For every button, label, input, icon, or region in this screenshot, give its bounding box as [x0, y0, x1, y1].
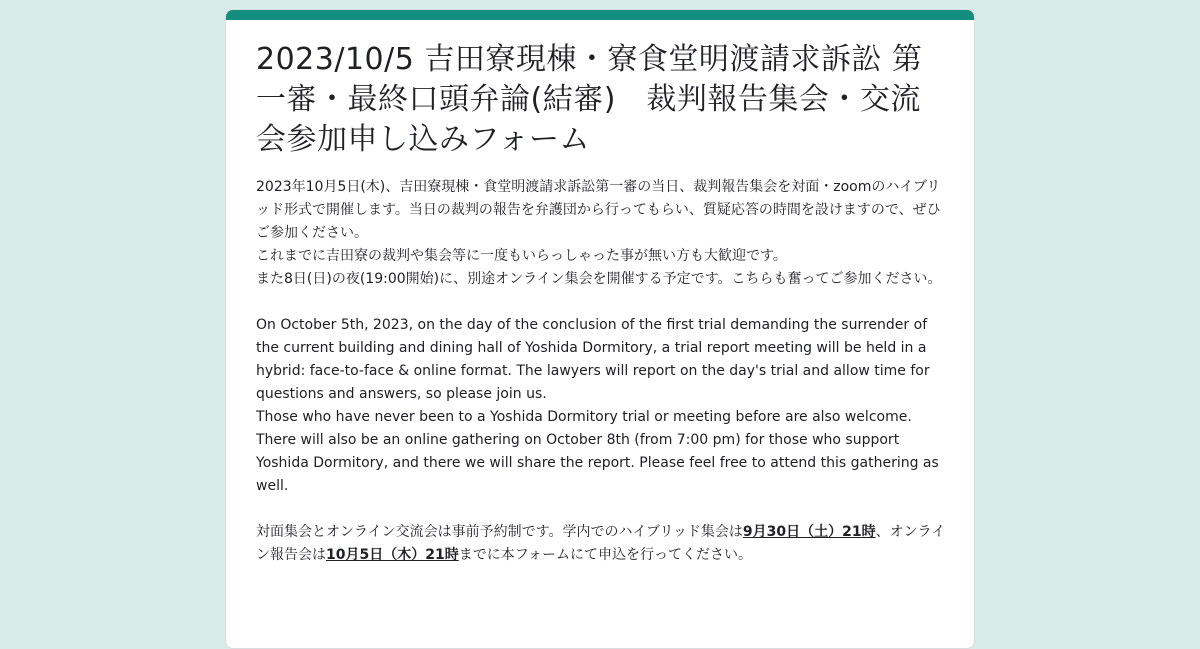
paragraph-spacer [256, 498, 946, 521]
card-body [256, 40, 946, 567]
online-deadline: 10月5日（木）21時 [326, 547, 459, 563]
registration-notice [256, 521, 946, 567]
description-en-paragraph-1: On October 5th, 2023, on the day of the conclusion of the first trial demanding the surrender of the current building and dining hall of Yoshida Dormitory, a trial report meeting will be held in a hybrid: face-to-face & online format. The lawyers will report on the day's trial and allow time for questions and answers, so please join us. [256, 317, 930, 402]
registration-prefix: 対面集会とオンライン交流会は事前予約制です。学内でのハイブリッド集会は [256, 524, 743, 540]
description-en-paragraph-3: There will also be an online gathering on October 8th (from 7:00 pm) for those who support Yoshida Dormitory, and there we will share the report. Please feel free to attend this gathering as well. [256, 432, 939, 494]
form-header-card [225, 9, 975, 649]
registration-suffix: までに本フォームにて申込を行ってください。 [458, 547, 753, 563]
onsite-deadline: 9月30日（土）21時 [742, 524, 876, 540]
description-en-paragraph-2: Those who have never been to a Yoshida Dormitory trial or meeting before are also welcome. [256, 409, 912, 425]
registration-middle: 、オンライン報告会は [256, 524, 946, 563]
card-accent-bar [226, 10, 974, 20]
description-jp-paragraph-1: 2023年10月5日(木)、吉田寮現棟・食堂明渡請求訴訟第一審の当日、裁判報告集会を対面・zoomのハイブリッド形式で開催します。当日の裁判の報告を弁護団から行ってもらい、質疑応答の時間を設けますので、ぜひご参加ください。 [256, 179, 941, 241]
form-title: 2023/10/5 吉田寮現棟・寮食堂明渡請求訴訟 第一審・最終口頭弁論(結審) 裁判報告集会・交流会参加申し込みフォーム [256, 42, 923, 157]
paragraph-spacer [256, 291, 946, 314]
form-description [256, 176, 946, 567]
description-jp-paragraph-2: これまでに吉田寮の裁判や集会等に一度もいらっしゃった事が無い方も大歓迎です。 [256, 248, 787, 264]
description-jp-paragraph-3: また8日(日)の夜(19:00開始)に、別途オンライン集会を開催する予定です。こちらも奮ってご参加ください。 [256, 271, 942, 287]
